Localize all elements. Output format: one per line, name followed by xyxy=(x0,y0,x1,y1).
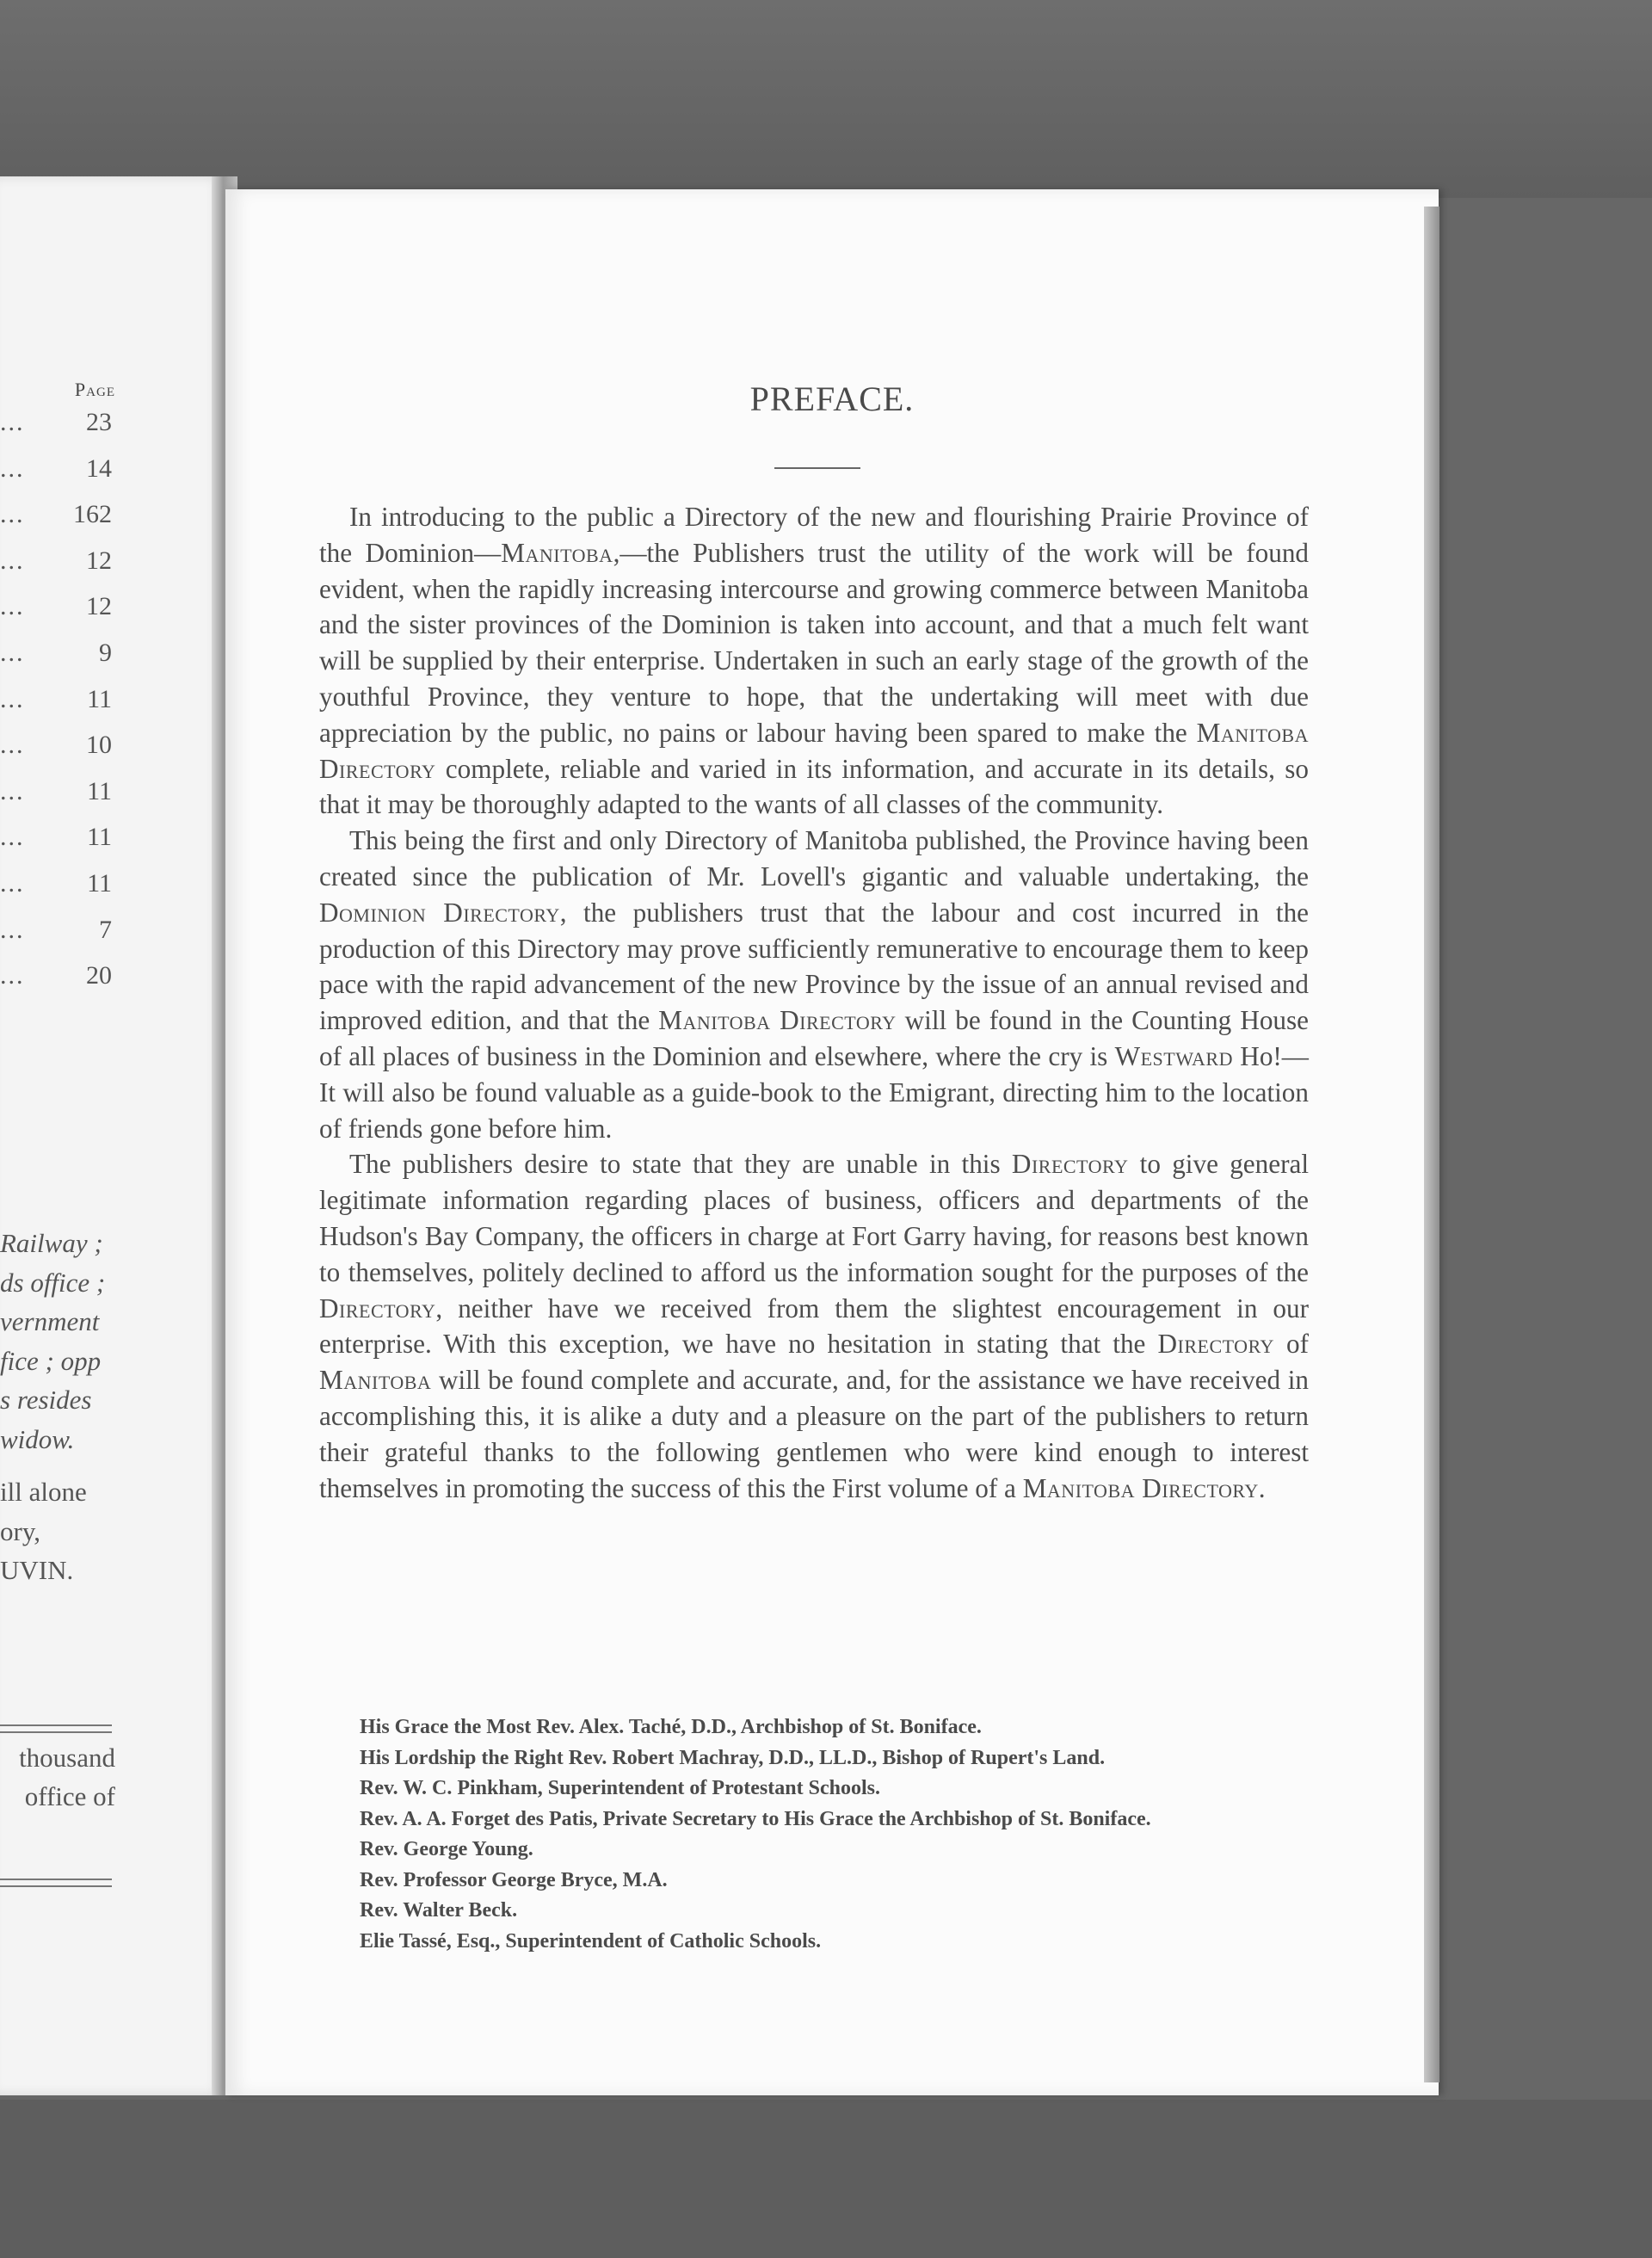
toc-page-number: 11 xyxy=(87,684,112,713)
page-edge xyxy=(1424,207,1439,2082)
small-caps-term: Manitoba xyxy=(501,537,613,568)
small-caps-term: Manitoba xyxy=(319,1365,432,1396)
toc-page-number: 11 xyxy=(87,776,112,805)
toc-leader-dots: ... xyxy=(0,408,25,436)
acknowledgements-list xyxy=(360,1712,1323,1957)
toc-item xyxy=(0,682,120,728)
toc-page-number: 12 xyxy=(86,592,112,621)
left-page-fragment: widow. xyxy=(0,1423,75,1454)
toc-page-number: 9 xyxy=(99,638,112,667)
toc-page-number: 14 xyxy=(86,453,112,483)
page-title: PREFACE. xyxy=(749,379,915,418)
acknowledgement-entry: Rev. Walter Beck. xyxy=(360,1899,518,1922)
toc-leader-dots: ... xyxy=(0,868,25,898)
small-caps-term: Dominion Directory xyxy=(319,897,560,928)
text-run: . xyxy=(1258,1472,1266,1503)
toc-page-number: 162 xyxy=(73,500,112,529)
toc-leader-dots: ... xyxy=(0,638,25,667)
toc-leader-dots: ... xyxy=(0,961,25,990)
toc-leader-dots: ... xyxy=(0,453,25,483)
toc-item xyxy=(0,819,120,866)
toc-page-list xyxy=(0,404,120,1004)
small-caps-term: Directory xyxy=(319,1292,436,1323)
left-page-fragment: fice ; opp xyxy=(0,1345,102,1376)
toc-page-heading: Page xyxy=(74,379,115,400)
small-caps-term: Directory xyxy=(1157,1329,1274,1360)
left-page-fragment: office of xyxy=(24,1781,115,1811)
acknowledgement-entry: His Lordship the Right Rev. Robert Machray, D.D., LL.D., Bishop of Rupert's Land. xyxy=(360,1746,1106,1769)
acknowledgement-entry: Elie Tassé, Esq., Superintendent of Catholic Schools. xyxy=(360,1929,822,1953)
left-page-fragments-plain xyxy=(0,1477,225,1595)
toc-item xyxy=(0,497,120,543)
small-caps-term: Manitoba Directory xyxy=(1022,1472,1259,1503)
toc-item xyxy=(0,543,120,589)
toc-leader-dots: ... xyxy=(0,500,25,529)
text-run: , the publishers trust that the labour and cost incurred in the production of this Directory may prove sufficiently remunerative to encourage them to keep pace with the rapid advancement of the new Province by the issue of an annual revised and improved edition, and that the xyxy=(319,897,1309,1036)
toc-item xyxy=(0,727,120,774)
toc-page-number: 10 xyxy=(86,731,112,760)
preface-paragraph xyxy=(319,1146,1309,1506)
text-run: , neither have we received from them the slightest encouragement in our enterprise. With this exception, we have no hesitation in stating that the xyxy=(319,1292,1309,1360)
text-run: The publishers desire to state that they are unable in this xyxy=(349,1149,1012,1180)
left-page-fragments xyxy=(0,1228,225,1463)
left-page-fragment: s resides xyxy=(0,1385,92,1415)
left-page-rule-top xyxy=(0,1724,112,1733)
small-caps-term: Westward xyxy=(1114,1040,1233,1071)
toc-page-number: 23 xyxy=(86,408,112,436)
toc-item xyxy=(0,866,120,912)
toc-item xyxy=(0,912,120,959)
scanner-background-top xyxy=(0,0,1652,198)
toc-leader-dots: ... xyxy=(0,776,25,805)
small-caps-term: Manitoba Directory xyxy=(319,717,1309,784)
small-caps-term: Manitoba Directory xyxy=(658,1005,897,1036)
text-run: of xyxy=(1273,1329,1309,1360)
left-page-fragment: thousand xyxy=(19,1743,115,1773)
left-page-fragment: UVIN. xyxy=(0,1555,74,1585)
text-run: will be found in the Counting House of all places of business in the Dominion and elsewhere, where the cry is xyxy=(319,1005,1310,1071)
left-page-rule-bottom xyxy=(0,1879,112,1887)
toc-leader-dots: ... xyxy=(0,823,25,852)
title-rule xyxy=(774,467,860,469)
preface-body xyxy=(319,499,1309,1506)
acknowledgement-entry: His Grace the Most Rev. Alex. Taché, D.D., Archbishop of St. Boniface. xyxy=(360,1716,982,1738)
left-page-fragment: Railway ; xyxy=(0,1228,103,1258)
acknowledgement-entry: Rev. A. A. Forget des Patis, Private Secretary to His Grace the Archbishop of St. Boniface. xyxy=(360,1807,1151,1830)
toc-page-number: 11 xyxy=(87,868,112,898)
toc-leader-dots: ... xyxy=(0,592,25,621)
text-run: ,—the Publishers trust the utility of the work will be found evident, when the rapidly increasing intercourse and growing commerce between Manitoba and the sister provinces of the Dominion is taken into account, and that a much felt want will be supplied by their enterprise. Undertaken in such an early stage of the growth of the youthful Province, they venture to hope, that the undertaking will meet with due appreciation by the public, no pains or labour having been spared to make the xyxy=(319,537,1310,748)
preface-paragraph xyxy=(319,499,1309,823)
toc-leader-dots: ... xyxy=(0,731,25,760)
toc-leader-dots: ... xyxy=(0,684,25,713)
left-page-fragment: ill alone xyxy=(0,1477,87,1507)
toc-page-number: 7 xyxy=(99,915,112,944)
toc-item xyxy=(0,774,120,820)
toc-item xyxy=(0,404,120,451)
text-run: Ho!—It will also be found valuable as a guide-book to the Emigrant, directing him to the location of friends gone before him. xyxy=(319,1040,1309,1144)
text-run: complete, reliable and varied in its information, and accurate in its details, so that it may be thoroughly adapted to the wants of all classes of the community. xyxy=(319,753,1309,820)
acknowledgement-entry: Rev. George Young. xyxy=(360,1838,533,1860)
left-page-fragment: ory, xyxy=(0,1515,41,1546)
toc-page-number: 12 xyxy=(86,546,112,575)
toc-item xyxy=(0,589,120,635)
small-caps-term: Directory xyxy=(1011,1149,1129,1180)
toc-item xyxy=(0,451,120,497)
toc-item xyxy=(0,958,120,1004)
preface-paragraph xyxy=(319,823,1309,1146)
text-run: will be found complete and accurate, and, for the assistance we have received in accomplishing this, it is alike a duty and a pleasure on the part of the publishers to return their grateful thanks to the following gentlemen who were kind enough to interest themselves in promoting the success of this the First volume of a xyxy=(319,1365,1309,1503)
scanner-background-bottom xyxy=(0,2100,1652,2258)
text-run: to give general legitimate information regarding places of business, officers and departments of the Hudson's Bay Company, the officers in charge at Fort Garry having, for reasons best known to themselves, politely declined to afford us the information sought for the purposes of the xyxy=(319,1149,1309,1287)
text-run: In introducing to the public a Directory of the new and flourishing Prairie Province of the Dominion— xyxy=(319,502,1309,568)
toc-page-number: 20 xyxy=(86,961,112,990)
acknowledgement-entry: Rev. W. C. Pinkham, Superintendent of Protestant Schools. xyxy=(360,1777,880,1799)
left-page-fragment: ds office ; xyxy=(0,1267,106,1298)
acknowledgement-entry: Rev. Professor George Bryce, M.A. xyxy=(360,1868,668,1891)
toc-leader-dots: ... xyxy=(0,546,25,575)
toc-item xyxy=(0,635,120,682)
toc-page-number: 11 xyxy=(87,823,112,852)
toc-leader-dots: ... xyxy=(0,915,25,944)
left-page-fragment: vernment xyxy=(0,1306,100,1336)
left-page-fragments-bottom xyxy=(0,1743,225,1820)
text-run: This being the first and only Directory of Manitoba published, the Province having been created since the publication of Mr. Lovell's gigantic and valuable undertaking, the xyxy=(319,825,1309,891)
